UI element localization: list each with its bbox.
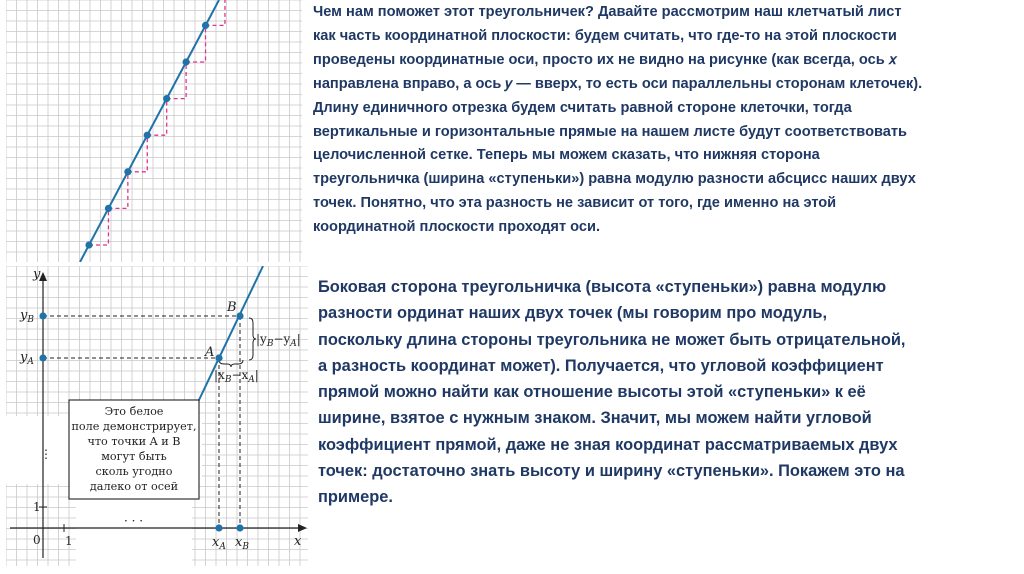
height-label: $|y_B-y_A|$ (256, 332, 301, 349)
x-axis-arrow (298, 524, 307, 532)
line-point (183, 58, 190, 65)
bottom-figure (6, 266, 308, 566)
vertical-ellipsis: ⋮ (40, 447, 52, 461)
note-line: Это белое (104, 405, 164, 418)
note-line: далеко от осей (89, 480, 179, 493)
width-label: $|x_B-x_A|$ (214, 368, 259, 385)
text-line: точек. Понятно, что эта разность не зависит от того, где именно на этой (313, 195, 837, 212)
paragraph-bottom (318, 274, 1008, 511)
text-line: направлена вправо, а ось 𝑦 — вверх, то есть оси параллельны сторонам клеточек). (313, 75, 923, 92)
text-line: а разность координат может). Получается, что угловой коэффициент (318, 356, 884, 375)
xa-label: $x_A$ (212, 535, 226, 552)
x-axis-point-xb (236, 524, 243, 531)
note-line: сколь угодно (95, 465, 173, 478)
text-line: поскольку длина стороны треугольника не может быть отрицательной, (318, 330, 906, 349)
width-brace (219, 360, 243, 367)
point-b (236, 312, 243, 319)
text-line: прямой можно найти как отношение высоты этой «ступеньки» к её (318, 383, 866, 402)
text-line: точек: достаточно знать высоту и ширину «ступеньки». Покажем это на (318, 462, 905, 481)
yb-label: $y_B$ (20, 308, 34, 325)
x-axis-label: x (294, 534, 302, 549)
text-line: коэффициент прямой, даже не зная координат рассматриваемых двух (318, 435, 898, 454)
x-unit-label: 1 (65, 534, 73, 548)
line-point (144, 132, 151, 139)
x-axis-point-xa (215, 524, 222, 531)
coordinate-diagram (6, 266, 308, 566)
y-axis-point-ya (39, 354, 46, 361)
text-line: треугольничка (ширина «ступеньки») равна модулю разности абсцисс наших двух (313, 171, 916, 188)
line-points (85, 22, 209, 249)
line-point (105, 205, 112, 212)
top-figure (6, 0, 302, 262)
point-b-label: B (227, 300, 237, 315)
text-line: примере. (318, 488, 393, 507)
text-line: целочисленной сетке. Теперь мы можем сказать, что нижняя сторона (313, 147, 820, 164)
line-point (202, 22, 209, 29)
paragraph-top (313, 1, 1018, 240)
line-point (163, 95, 170, 102)
line-point (124, 168, 131, 175)
grid-line-staircase-diagram (6, 0, 302, 262)
text-line: Чем нам поможет этот треугольничек? Давайте рассмотрим наш клетчатый лист (313, 4, 902, 20)
point-a (215, 354, 222, 361)
text-line: Боковая сторона треугольничка (высота «ступеньки») равна модулю (318, 278, 887, 296)
horizontal-ellipsis: · · · (124, 514, 144, 528)
line-point (85, 241, 92, 248)
height-brace (249, 318, 256, 360)
y-axis-point-yb (39, 312, 46, 319)
text-line: разности ординат наших двух точек (мы говорим про модуль, (318, 304, 828, 323)
origin-label: 0 (33, 533, 41, 547)
y-unit-label: 1 (33, 500, 41, 514)
note-line: могут быть (101, 450, 167, 463)
note-line: что точки A и B (87, 435, 181, 448)
grid (6, 0, 302, 262)
xb-label: $x_B$ (235, 535, 249, 552)
point-a-label: A (205, 345, 215, 360)
text-line: как часть координатной плоскости: будем считать, что где-то на этой плоскости (313, 27, 897, 44)
y-axis-label: y (33, 267, 41, 282)
staircase-dashed (89, 0, 302, 245)
text-line: ширине, взятое с нужным знаком. Значит, мы можем найти угловой (318, 409, 872, 428)
text-line: вертикальные и горизонтальные прямые на нашем листе будут соответствовать (313, 123, 908, 140)
text-line: Длину единичного отрезка будем считать равной стороне клеточки, тогда (313, 99, 852, 116)
text-line: проведены координатные оси, просто их не видно на рисунке (как всегда, ось 𝑥 (313, 51, 897, 68)
ya-label: $y_A$ (20, 350, 34, 367)
text-line: координатной плоскости проходят оси. (313, 219, 601, 236)
note-line: поле демонстрирует, (71, 420, 197, 433)
